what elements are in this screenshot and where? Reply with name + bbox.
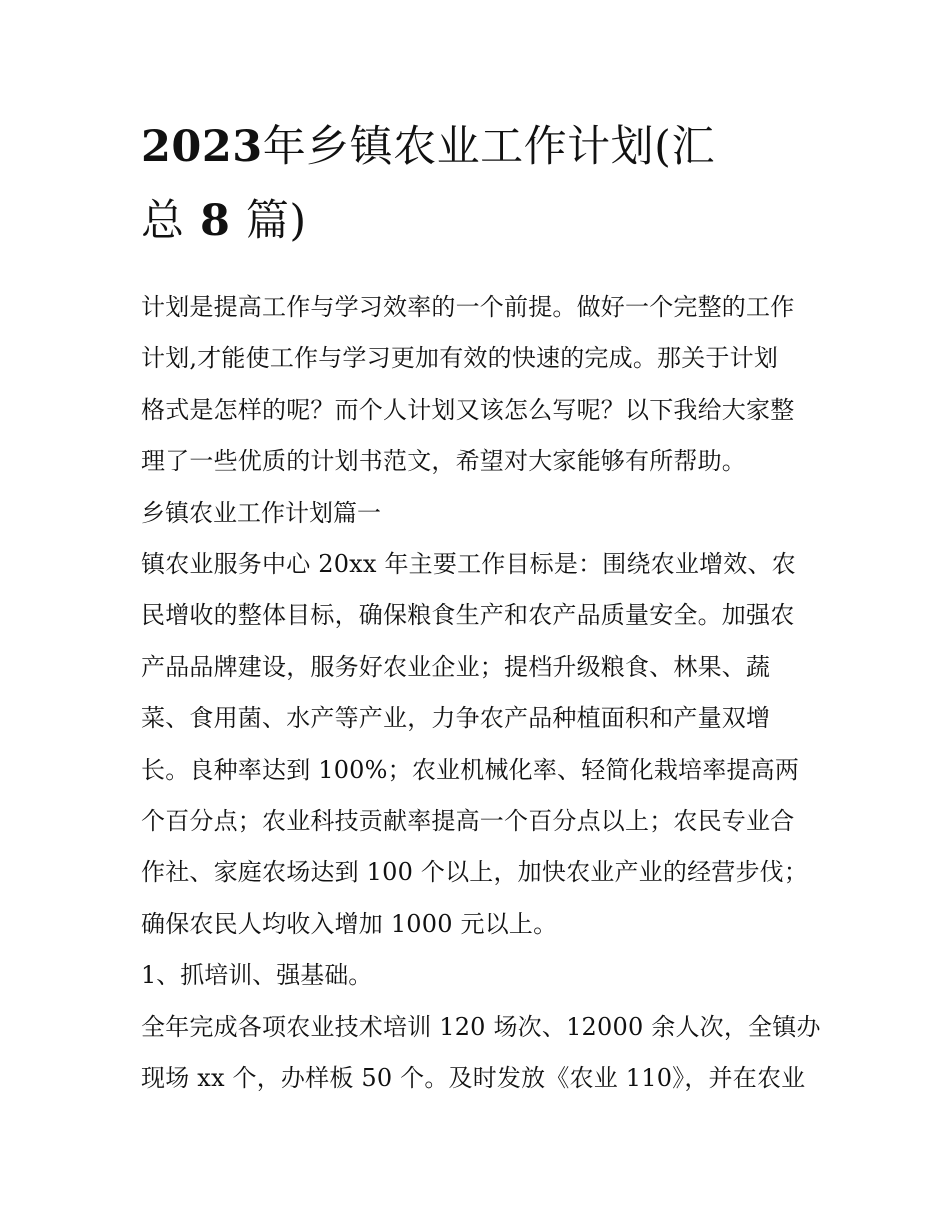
paragraph-line: 确保农民人均收入增加 1000 元以上。 [141, 909, 558, 938]
document-title [141, 110, 821, 258]
paragraph-line: 菜、食用菌、水产等产业，力争农产品种植面积和产量双增 [141, 704, 771, 733]
paragraph-line: 产品品牌建设，服务好农业企业；提档升级粮食、林果、蔬 [141, 652, 771, 681]
intro-line: 计划是提高工作与学习效率的一个前提。做好一个完整的工作 [141, 293, 795, 321]
intro-line: 格式是怎样的呢？而个人计划又该怎么写呢？以下我给大家整 [141, 395, 795, 424]
intro-paragraph [141, 282, 821, 488]
item-paragraph [141, 1002, 821, 1105]
paragraph-line: 镇农业服务中心 20xx 年主要工作目标是：围绕农业增效、农 [141, 550, 796, 579]
section-heading: 乡镇农业工作计划篇一 [141, 498, 381, 527]
title-text-1: 年乡镇农业工作计划(汇 [262, 122, 715, 172]
title-text-2b: 篇) [245, 196, 307, 246]
paragraph-line: 作社、家庭农场达到 100 个以上，加快农业产业的经营步伐； [141, 858, 809, 887]
section-paragraph [141, 539, 821, 950]
paragraph-line: 民增收的整体目标，确保粮食生产和农产品质量安全。加强农 [141, 601, 795, 630]
title-line-2 [141, 184, 821, 258]
item-heading: 1、抓培训、强基础。 [141, 961, 373, 990]
document-page [141, 110, 821, 1105]
paragraph-line: 个百分点；农业科技贡献率提高一个百分点以上；农民专业合 [141, 807, 795, 836]
paragraph-line: 全年完成各项农业技术培训 120 场次、12000 余人次，全镇办 [141, 1012, 821, 1041]
intro-line: 理了一些优质的计划书范文，希望对大家能够有所帮助。 [141, 447, 746, 476]
paragraph-line: 现场 xx 个，办样板 50 个。及时发放《农业 110》，并在农业 [141, 1064, 806, 1093]
title-line-1 [141, 110, 821, 184]
title-text-2a: 总 [141, 196, 185, 246]
intro-line: 计划,才能使工作与学习更加有效的快速的完成。那关于计划 [141, 344, 779, 373]
title-count: 8 [199, 196, 231, 246]
paragraph-line: 长。良种率达到 100%；农业机械化率、轻简化栽培率提高两 [141, 755, 800, 784]
title-year: 2023 [141, 122, 263, 172]
